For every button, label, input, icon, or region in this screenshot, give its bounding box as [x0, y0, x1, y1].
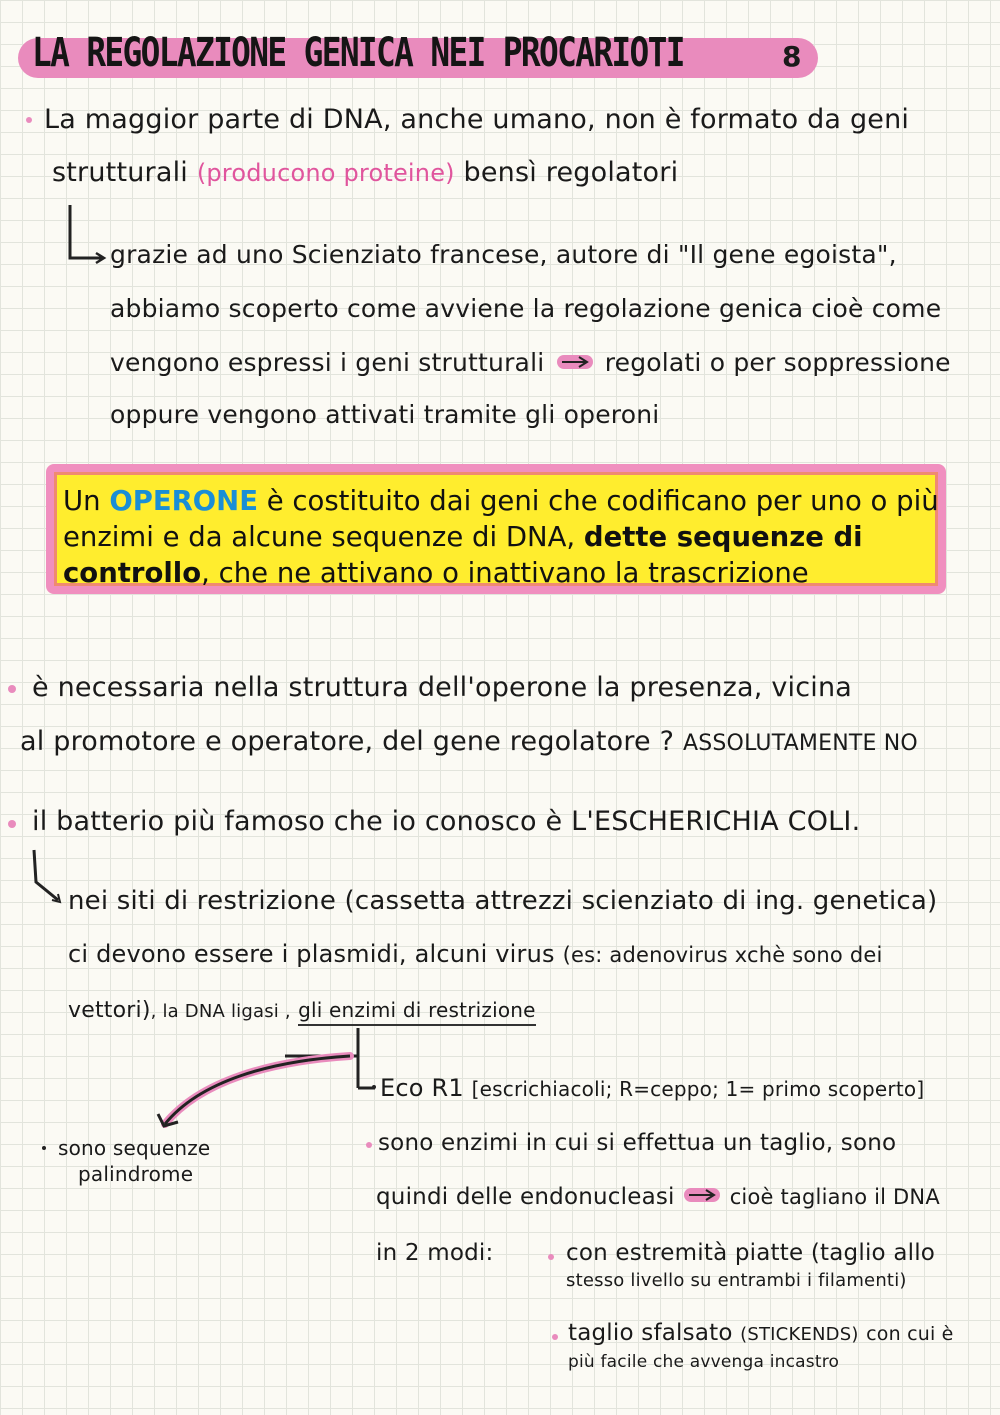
- para1-line2: [52, 157, 678, 188]
- bullet-dot: [548, 1254, 554, 1260]
- para5-line1: [68, 886, 937, 916]
- page-title: LA REGOLAZIONE GENICA NEI PROCARIOTI: [32, 30, 684, 76]
- para2-line3-b: regolati o per soppressione: [604, 348, 951, 377]
- definition-text: [63, 483, 943, 591]
- ecor1-name: Eco R1: [380, 1074, 464, 1102]
- para5-line3-b: , la DNA ligasi ,: [150, 1001, 291, 1022]
- para1-line2-b: bensì regolatori: [463, 157, 679, 188]
- mode1-line1: [566, 1240, 935, 1266]
- enzymes-line1: sono enzimi in cui si effettua un taglio, sono: [378, 1130, 897, 1156]
- right-arrow-icon: [557, 355, 593, 369]
- def-keyword: OPERONE: [109, 485, 258, 517]
- para1-line1: La maggior parte di DNA, anche umano, non è formato da geni: [44, 104, 910, 135]
- mode1-a: con estremità piatte: [566, 1240, 804, 1266]
- para5-line1-a: nei siti di restrizione: [68, 886, 337, 916]
- mode2-a: taglio sfalsato: [568, 1320, 733, 1346]
- bullet-dot: [42, 1146, 46, 1150]
- definition-inner: [54, 472, 939, 589]
- left-note-line2: palindrome: [78, 1162, 194, 1186]
- para3-line1: è necessaria nella struttura dell'operone la presenza, vicina: [32, 672, 853, 703]
- down-arrow-icon: [28, 848, 68, 908]
- para3-answer: ASSOLUTAMENTE NO: [682, 731, 918, 756]
- para3-line2-text: al promotore e operatore, del gene regolatore ?: [20, 726, 675, 757]
- ecor1-bracket: [escrichiacoli; R=ceppo; 1= primo scoperto]: [471, 1077, 925, 1101]
- bullet-dot: [8, 685, 16, 693]
- para2-line3-a: vengono espressi i geni strutturali: [110, 348, 545, 377]
- para1-paren: (producono proteine): [196, 159, 455, 187]
- mode2-line1: [568, 1320, 954, 1346]
- branch-lines: [150, 1026, 390, 1136]
- para2-line1: grazie ad uno Scienziato francese, autore di "Il gene egoista",: [110, 240, 897, 269]
- l-arrow-icon: [60, 200, 110, 270]
- para5-line3-c: gli enzimi di restrizione: [298, 998, 536, 1026]
- para4-line1: il batterio più famoso che io conosco è L'ESCHERICHIA COLI.: [32, 806, 861, 837]
- def-bold: dette sequenze di controllo: [63, 521, 863, 589]
- right-arrow-icon: [684, 1188, 720, 1202]
- def-post: , che ne attivano o inattivano la trascrizione: [201, 557, 809, 589]
- enzymes-line2-b: cioè tagliano il DNA: [729, 1185, 940, 1209]
- para3-line2: [20, 726, 918, 757]
- definition-box: [46, 464, 946, 594]
- enzymes-line2-a: quindi delle endonucleasi: [376, 1184, 675, 1210]
- para1-line2-a: strutturali: [52, 157, 189, 188]
- ecor1-line: [380, 1074, 924, 1102]
- enzymes-line3: in 2 modi:: [376, 1240, 494, 1266]
- mode1-line2: stesso livello su entrambi i filamenti): [566, 1270, 907, 1291]
- mode2-line2: più facile che avvenga incastro: [568, 1352, 840, 1372]
- def-pre: Un: [63, 485, 110, 517]
- para5-line1-paren: (cassetta attrezzi scienziato di ing. genetica): [344, 886, 938, 916]
- para2-line2: abbiamo scoperto come avviene la regolazione genica cioè come: [110, 294, 942, 323]
- enzymes-line2: [376, 1184, 940, 1210]
- mode2-b: con cui è: [866, 1323, 954, 1345]
- bullet-dot: [366, 1142, 372, 1148]
- para5-line3-a: vettori): [68, 998, 151, 1023]
- para2-line4: oppure vengono attivati tramite gli operoni: [110, 400, 660, 429]
- bullet-dot: [26, 117, 32, 123]
- para5-line2-paren: (es: adenovirus xchè sono dei: [562, 943, 883, 967]
- bullet-dot: [372, 1085, 376, 1089]
- mode1-paren: (taglio allo: [810, 1240, 936, 1266]
- para5-line3: [68, 998, 536, 1023]
- para5-line2: [68, 940, 883, 968]
- para5-line2-a: ci devono essere i plasmidi, alcuni virus: [68, 940, 555, 968]
- mode2-paren: (STICKENDS): [740, 1324, 859, 1345]
- bullet-dot: [8, 820, 16, 828]
- left-note-line1: sono sequenze: [58, 1136, 211, 1160]
- bullet-dot: [552, 1334, 558, 1340]
- para2-line3: [110, 348, 951, 377]
- def-mid: è costituito dai geni che codificano per uno o più enzimi e da alcune sequenze di DNA,: [63, 485, 939, 553]
- title-mark: 8: [782, 40, 802, 73]
